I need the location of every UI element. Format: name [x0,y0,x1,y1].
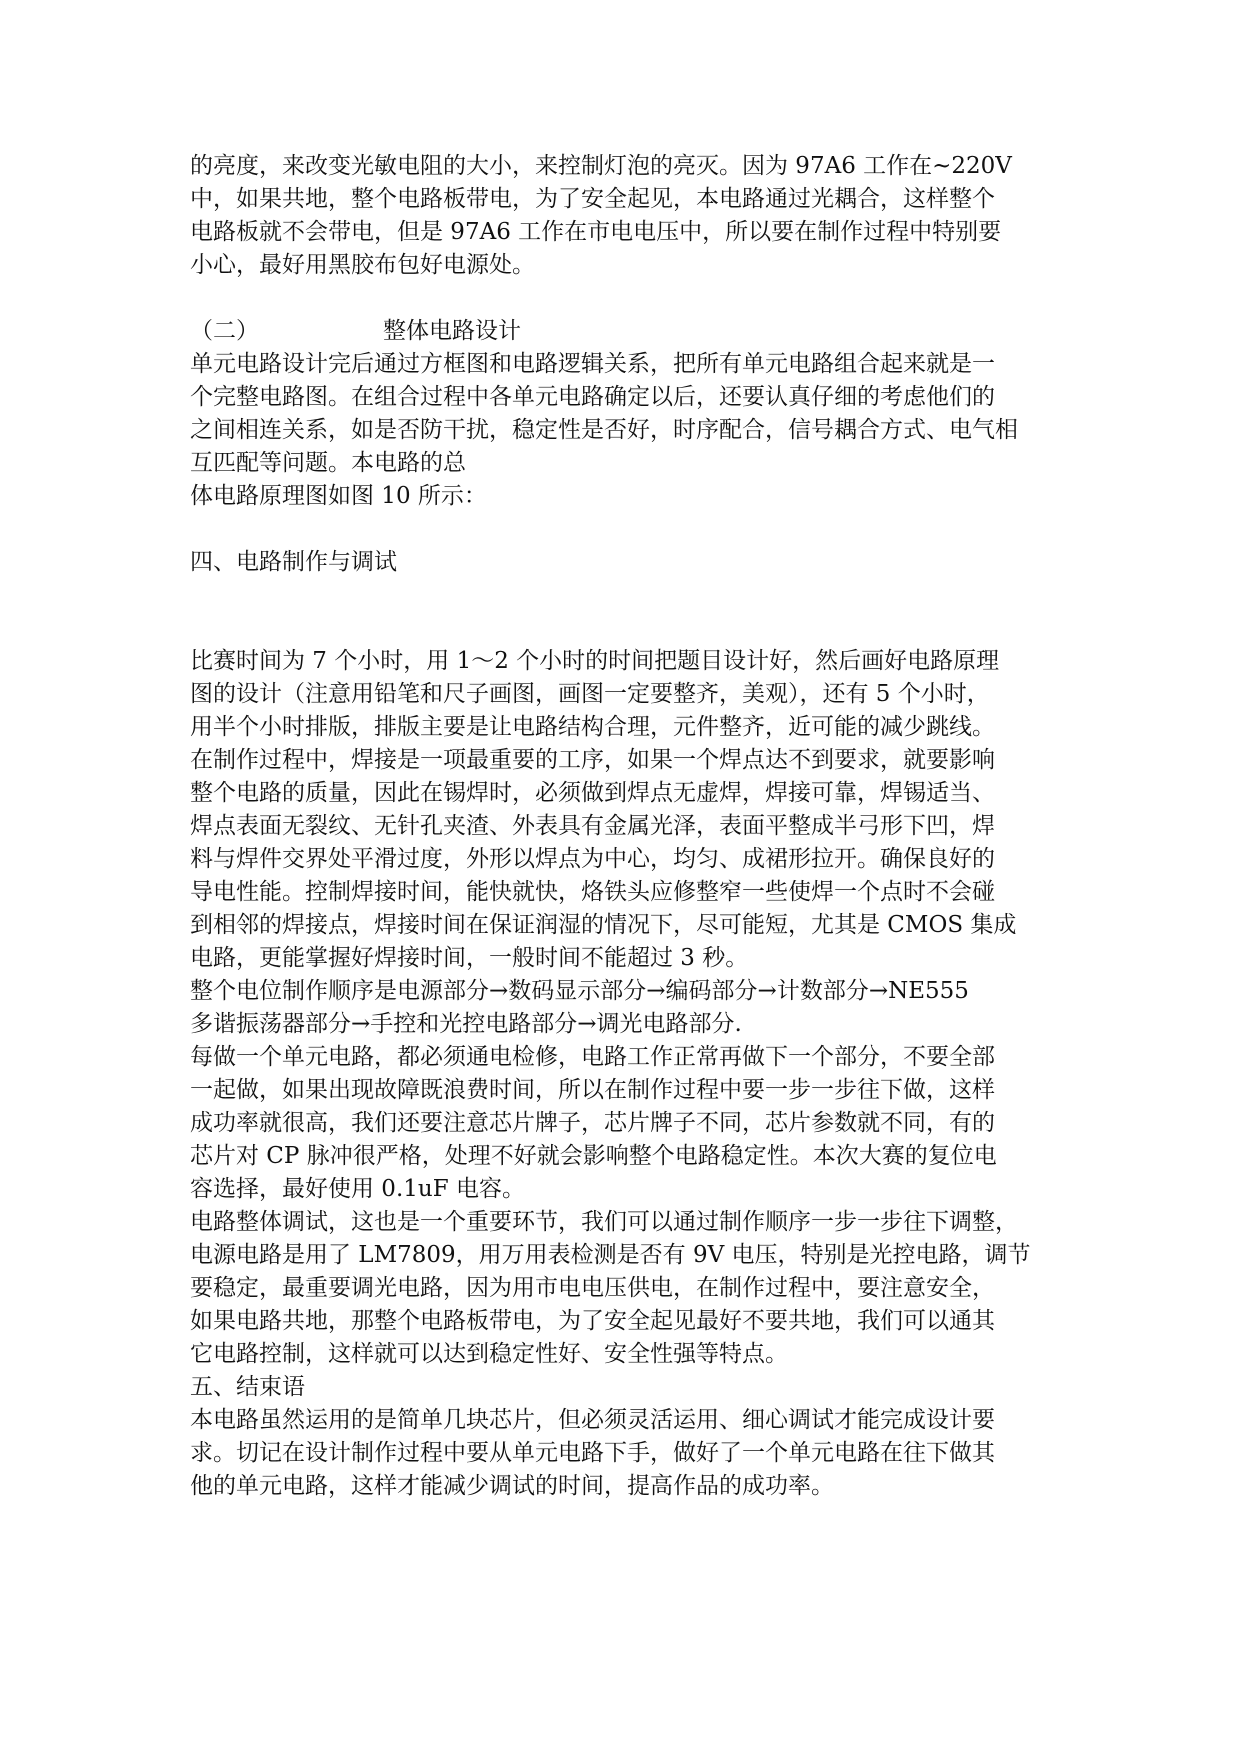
text-line: 单元电路设计完后通过方框图和电路逻辑关系，把所有单元电路组合起来就是一 [190,351,995,377]
overall-design-paragraph [190,348,1060,513]
text-line: 每做一个单元电路，都必须通电检修，电路工作正常再做下一个部分，不要全部 [190,1044,995,1070]
text-line: 电源电路是用了 LM7809，用万用表检测是否有 9V 电压，特别是光控电路，调节 [190,1242,1031,1268]
intro-paragraph [190,150,1060,282]
text-line: 个完整电路图。在组合过程中各单元电路确定以后，还要认真仔细的考虑他们的 [190,384,995,410]
text-line: 电路整体调试，这也是一个重要环节，我们可以通过制作顺序一步一步往下调整， [190,1209,1018,1235]
text-line: 芯片对 CP 脉冲很严格，处理不好就会影响整个电路稳定性。本次大赛的复位电 [190,1143,997,1169]
text-line: 在制作过程中，焊接是一项最重要的工序，如果一个焊点达不到要求，就要影响 [190,747,995,773]
text-line: 多谐振荡器部分→手控和光控电路部分→调光电路部分. [190,1011,742,1037]
text-line: 要稳定，最重要调光电路，因为用市电电压供电，在制作过程中，要注意安全， [190,1275,995,1301]
text-line: 一起做，如果出现故障既浪费时间，所以在制作过程中要一步一步往下做，这样 [190,1077,995,1103]
section-heading [190,315,1060,348]
text-line: 电路板就不会带电，但是 97A6 工作在市电电压中，所以要在制作过程中特别要 [190,219,1002,245]
text-line: 比赛时间为 7 个小时，用 1～2 个小时的时间把题目设计好，然后画好电路原理 [190,648,1000,674]
document-page [190,150,1060,1503]
text-line: 他的单元电路，这样才能减少调试的时间，提高作品的成功率。 [190,1473,834,1499]
conclusion-paragraph [190,1404,1060,1503]
text-line: 导电性能。控制焊接时间，能快就快，烙铁头应修整窄一些使焊一个点时不会碰 [190,879,995,905]
text-line: 图的设计（注意用铅笔和尺子画图，画图一定要整齐，美观），还有 5 个小时， [190,681,990,707]
text-line: 整个电路的质量，因此在锡焊时，必须做到焊点无虚焊，焊接可靠，焊锡适当、 [190,780,995,806]
text-line: 成功率就很高，我们还要注意芯片牌子，芯片牌子不同，芯片参数就不同，有的 [190,1110,995,1136]
spacer [190,513,1060,546]
section-heading: 五、结束语 [190,1374,305,1400]
text-line: 本电路虽然运用的是简单几块芯片，但必须灵活运用、细心调试才能完成设计要 [190,1407,995,1433]
text-line: 体电路原理图如图 10 所示： [190,483,487,509]
fabrication-paragraph [190,645,1060,1371]
text-line: 求。切记在设计制作过程中要从单元电路下手，做好了一个单元电路在往下做其 [190,1440,995,1466]
section-title: 整体电路设计 [383,318,521,344]
text-line: 它电路控制，这样就可以达到稳定性好、安全性强等特点。 [190,1341,788,1367]
text-line: 到相邻的焊接点，焊接时间在保证润湿的情况下，尽可能短，尤其是 CMOS 集成 [190,912,1017,938]
spacer [190,282,1060,315]
text-line: 互匹配等问题。本电路的总 [190,450,466,476]
section-number: （二） [190,318,259,344]
text-line: 中，如果共地，整个电路板带电，为了安全起见，本电路通过光耦合，这样整个 [190,186,995,212]
text-line: 容选择，最好使用 0.1uF 电容。 [190,1176,525,1202]
text-line: 焊点表面无裂纹、无针孔夹渣、外表具有金属光泽，表面平整成半弓形下凹，焊 [190,813,995,839]
text-line: 的亮度，来改变光敏电阻的大小，来控制灯泡的亮灭。因为 97A6 工作在~220V [190,153,1012,179]
text-line: 之间相连关系，如是否防干扰，稳定性是否好，时序配合，信号耦合方式、电气相 [190,417,1018,443]
text-line: 小心，最好用黑胶布包好电源处。 [190,252,535,278]
spacer [190,579,1060,645]
text-line: 用半个小时排版，排版主要是让电路结构合理，元件整齐，近可能的减少跳线。 [190,714,995,740]
section-heading: 四、电路制作与调试 [190,549,397,575]
text-line: 电路，更能掌握好焊接时间，一般时间不能超过 3 秒。 [190,945,749,971]
text-line: 料与焊件交界处平滑过度，外形以焊点为中心，均匀、成裙形拉开。确保良好的 [190,846,995,872]
text-line: 整个电位制作顺序是电源部分→数码显示部分→编码部分→计数部分→NE555 [190,978,969,1004]
text-line: 如果电路共地，那整个电路板带电，为了安全起见最好不要共地，我们可以通其 [190,1308,995,1334]
